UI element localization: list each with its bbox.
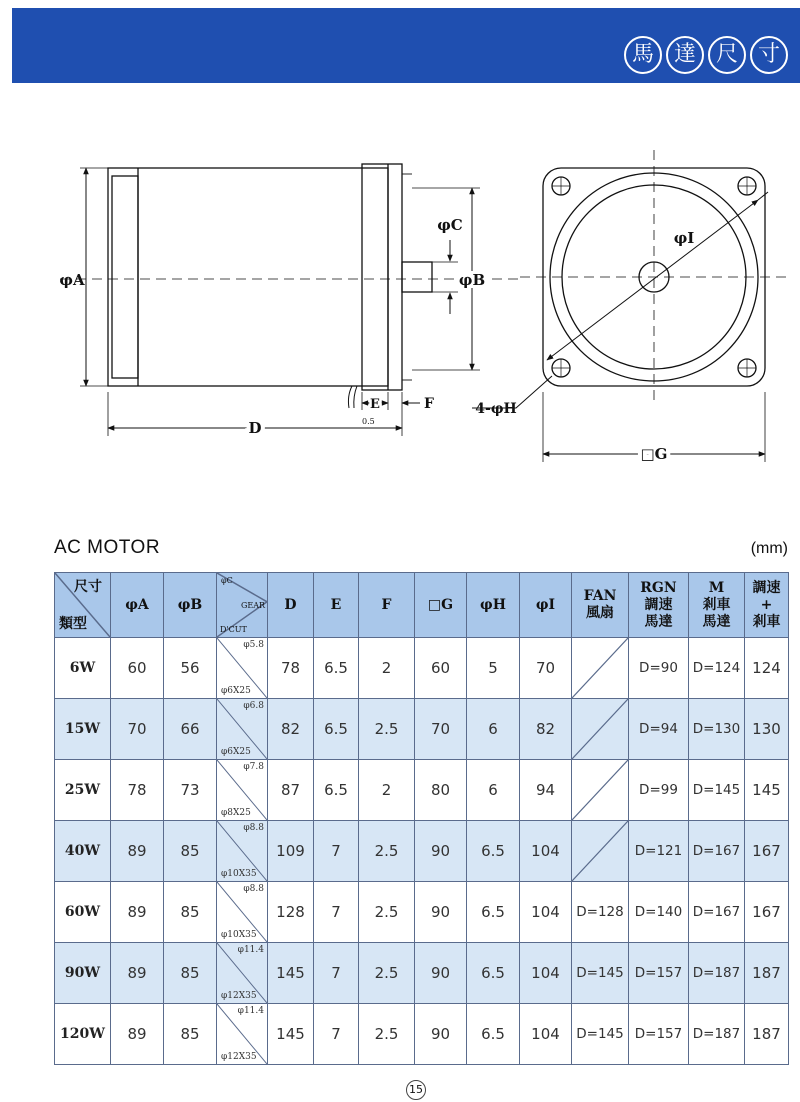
section-title: AC MOTOR	[54, 537, 161, 558]
cell-g: 90	[415, 943, 467, 1004]
cell-gear-bottom: φ6X25	[221, 747, 251, 757]
unit-label: (mm)	[750, 540, 788, 557]
header-speed-brake	[745, 573, 789, 638]
cell-phi-i: 104	[520, 943, 572, 1004]
cell-speed-brake: 124	[745, 638, 789, 699]
cell-phi-a: 89	[111, 1004, 164, 1065]
dim-label-phi-i: φI	[673, 229, 695, 247]
cell-phi-a: 78	[111, 760, 164, 821]
cell-gear-bottom: φ6X25	[221, 686, 251, 696]
dim-label-4-phi-h: 4-φH	[475, 401, 517, 417]
cell-gear	[217, 760, 268, 821]
cell-gear	[217, 1004, 268, 1065]
cell-brake-motor: D=187	[689, 943, 745, 1004]
cell-gear-bottom: φ12X35	[221, 991, 257, 1001]
header-m-zh2: 馬達	[702, 613, 731, 630]
cell-g: 60	[415, 638, 467, 699]
cell-model: 25W	[55, 760, 111, 821]
header-d: D	[268, 573, 314, 638]
cell-phi-h: 6.5	[467, 821, 520, 882]
motor-dimension-diagram	[0, 140, 800, 490]
cell-gear-top: φ6.8	[243, 701, 264, 711]
cell-fan: D=128	[572, 882, 629, 943]
cell-model: 120W	[55, 1004, 111, 1065]
cell-model: 40W	[55, 821, 111, 882]
cell-d: 78	[268, 638, 314, 699]
header-phi-a: φA	[111, 573, 164, 638]
table-row	[55, 821, 789, 882]
cell-brake-motor: D=130	[689, 699, 745, 760]
dim-label-phi-b: φB	[458, 271, 486, 289]
cell-speed-brake: 187	[745, 943, 789, 1004]
cell-e: 6.5	[314, 638, 359, 699]
side-view	[60, 164, 520, 436]
cell-d: 128	[268, 882, 314, 943]
cell-e: 7	[314, 882, 359, 943]
header-gear-shaft	[217, 573, 268, 638]
header-phi-h: φH	[467, 573, 520, 638]
cell-d: 145	[268, 1004, 314, 1065]
cell-model: 15W	[55, 699, 111, 760]
table-row	[55, 882, 789, 943]
ac-motor-dimension-table	[54, 572, 789, 1065]
cell-rgn: D=157	[629, 943, 689, 1004]
front-view	[472, 150, 790, 462]
cell-fan-empty	[572, 699, 629, 760]
cell-brake-motor: D=167	[689, 882, 745, 943]
cell-phi-i: 70	[520, 638, 572, 699]
cell-phi-i: 104	[520, 1004, 572, 1065]
dim-label-e: E	[370, 397, 380, 412]
header-fan-zh: 風扇	[586, 605, 614, 621]
cell-gear-top: φ8.8	[243, 884, 264, 894]
header-gear-label: GEAR	[240, 601, 265, 610]
header-rgn-zh1: 調速	[644, 596, 673, 613]
cell-gear-bottom: φ10X35	[221, 869, 257, 879]
cell-g: 90	[415, 821, 467, 882]
cell-phi-b: 56	[164, 638, 217, 699]
title-char: 馬	[624, 36, 662, 74]
cell-f: 2.5	[359, 821, 415, 882]
cell-phi-b: 85	[164, 882, 217, 943]
cell-speed-brake: 145	[745, 760, 789, 821]
cell-rgn: D=94	[629, 699, 689, 760]
cell-rgn: D=99	[629, 760, 689, 821]
table-header-row	[55, 573, 789, 638]
header-brake-motor	[689, 573, 745, 638]
cell-gear-top: φ7.8	[243, 762, 264, 772]
cell-phi-i: 82	[520, 699, 572, 760]
cell-phi-i: 104	[520, 821, 572, 882]
header-gear-phi-c: φC	[221, 576, 233, 585]
title-char: 尺	[708, 36, 746, 74]
table-row	[55, 699, 789, 760]
cell-gear-top: φ11.4	[237, 1006, 264, 1016]
header-phi-b: φB	[164, 573, 217, 638]
dim-label-g: □G	[640, 445, 668, 463]
title-char: 寸	[750, 36, 788, 74]
cell-brake-motor: D=145	[689, 760, 745, 821]
cell-phi-a: 89	[111, 943, 164, 1004]
dim-label-phi-c: φC	[437, 216, 463, 234]
cell-gear-bottom: φ10X35	[221, 930, 257, 940]
cell-f: 2.5	[359, 699, 415, 760]
title-char: 達	[666, 36, 704, 74]
header-fan	[572, 573, 629, 638]
header-size-label: 尺寸	[74, 579, 102, 595]
header-m-zh1: 剎車	[702, 596, 731, 613]
cell-phi-h: 6.5	[467, 943, 520, 1004]
cell-g: 70	[415, 699, 467, 760]
cell-gear-bottom: φ12X35	[221, 1052, 257, 1062]
header-dcut-label: D'CUT	[220, 625, 247, 634]
cell-phi-i: 104	[520, 882, 572, 943]
cell-gear-top: φ8.8	[243, 823, 264, 833]
cell-f: 2.5	[359, 1004, 415, 1065]
dim-label-f: F	[424, 396, 434, 412]
dim-label-phi-a: φA	[59, 271, 85, 289]
cell-gear	[217, 882, 268, 943]
cell-gear-top: φ5.8	[243, 640, 264, 650]
cell-phi-b: 85	[164, 1004, 217, 1065]
cell-rgn: D=157	[629, 1004, 689, 1065]
header-f: F	[359, 573, 415, 638]
cell-phi-h: 6	[467, 760, 520, 821]
cell-g: 90	[415, 1004, 467, 1065]
cell-gear	[217, 943, 268, 1004]
cell-e: 7	[314, 821, 359, 882]
cell-g: 80	[415, 760, 467, 821]
cell-rgn: D=90	[629, 638, 689, 699]
cell-rgn: D=121	[629, 821, 689, 882]
cell-rgn: D=140	[629, 882, 689, 943]
cell-speed-brake: 187	[745, 1004, 789, 1065]
cell-e: 6.5	[314, 760, 359, 821]
cell-phi-a: 89	[111, 821, 164, 882]
cell-phi-b: 85	[164, 943, 217, 1004]
cell-phi-b: 73	[164, 760, 217, 821]
cell-speed-brake: 167	[745, 882, 789, 943]
cell-e: 7	[314, 943, 359, 1004]
cell-fan: D=145	[572, 943, 629, 1004]
cell-brake-motor: D=187	[689, 1004, 745, 1065]
cell-model: 90W	[55, 943, 111, 1004]
cell-fan-empty	[572, 638, 629, 699]
header-size-type-corner	[55, 573, 111, 638]
page-number: 15	[406, 1080, 426, 1100]
header-sb-zh2: 剎車	[752, 613, 781, 630]
cell-f: 2.5	[359, 943, 415, 1004]
cell-e: 6.5	[314, 699, 359, 760]
cell-gear	[217, 638, 268, 699]
table-row	[55, 943, 789, 1004]
header-phi-i: φI	[520, 573, 572, 638]
header-type-label: 類型	[59, 616, 87, 632]
cell-model: 60W	[55, 882, 111, 943]
dim-label-d: D	[248, 419, 262, 437]
header-g: □G	[415, 573, 467, 638]
header-m-en: M	[708, 579, 725, 596]
header-rgn-en: RGN	[640, 579, 677, 596]
cell-gear-top: φ11.4	[237, 945, 264, 955]
cell-gear	[217, 699, 268, 760]
cell-f: 2	[359, 638, 415, 699]
table-row	[55, 638, 789, 699]
cell-d: 87	[268, 760, 314, 821]
cell-phi-h: 6.5	[467, 1004, 520, 1065]
cell-phi-a: 60	[111, 638, 164, 699]
cell-e: 7	[314, 1004, 359, 1065]
cell-d: 109	[268, 821, 314, 882]
cell-phi-h: 6	[467, 699, 520, 760]
cell-phi-h: 6.5	[467, 882, 520, 943]
cell-phi-a: 89	[111, 882, 164, 943]
header-fan-en: FAN	[583, 588, 617, 604]
cell-fan-empty	[572, 760, 629, 821]
cell-f: 2	[359, 760, 415, 821]
cell-phi-a: 70	[111, 699, 164, 760]
cell-fan-empty	[572, 821, 629, 882]
table-row	[55, 1004, 789, 1065]
dim-label-0-5: 0.5	[362, 417, 375, 426]
cell-model: 6W	[55, 638, 111, 699]
page-title	[624, 36, 788, 74]
cell-phi-h: 5	[467, 638, 520, 699]
cell-brake-motor: D=167	[689, 821, 745, 882]
table-row	[55, 760, 789, 821]
header-sb-zh1: 調速	[752, 579, 781, 596]
header-rgn-zh2: 馬達	[644, 613, 673, 630]
header-e: E	[314, 573, 359, 638]
cell-f: 2.5	[359, 882, 415, 943]
cell-g: 90	[415, 882, 467, 943]
header-sb-plus: +	[760, 596, 773, 613]
header-bar	[12, 8, 800, 83]
cell-phi-b: 66	[164, 699, 217, 760]
header-rgn	[629, 573, 689, 638]
cell-gear	[217, 821, 268, 882]
cell-fan: D=145	[572, 1004, 629, 1065]
cell-d: 145	[268, 943, 314, 1004]
cell-phi-i: 94	[520, 760, 572, 821]
cell-speed-brake: 167	[745, 821, 789, 882]
cell-brake-motor: D=124	[689, 638, 745, 699]
cell-gear-bottom: φ8X25	[221, 808, 251, 818]
cell-speed-brake: 130	[745, 699, 789, 760]
cell-d: 82	[268, 699, 314, 760]
cell-phi-b: 85	[164, 821, 217, 882]
